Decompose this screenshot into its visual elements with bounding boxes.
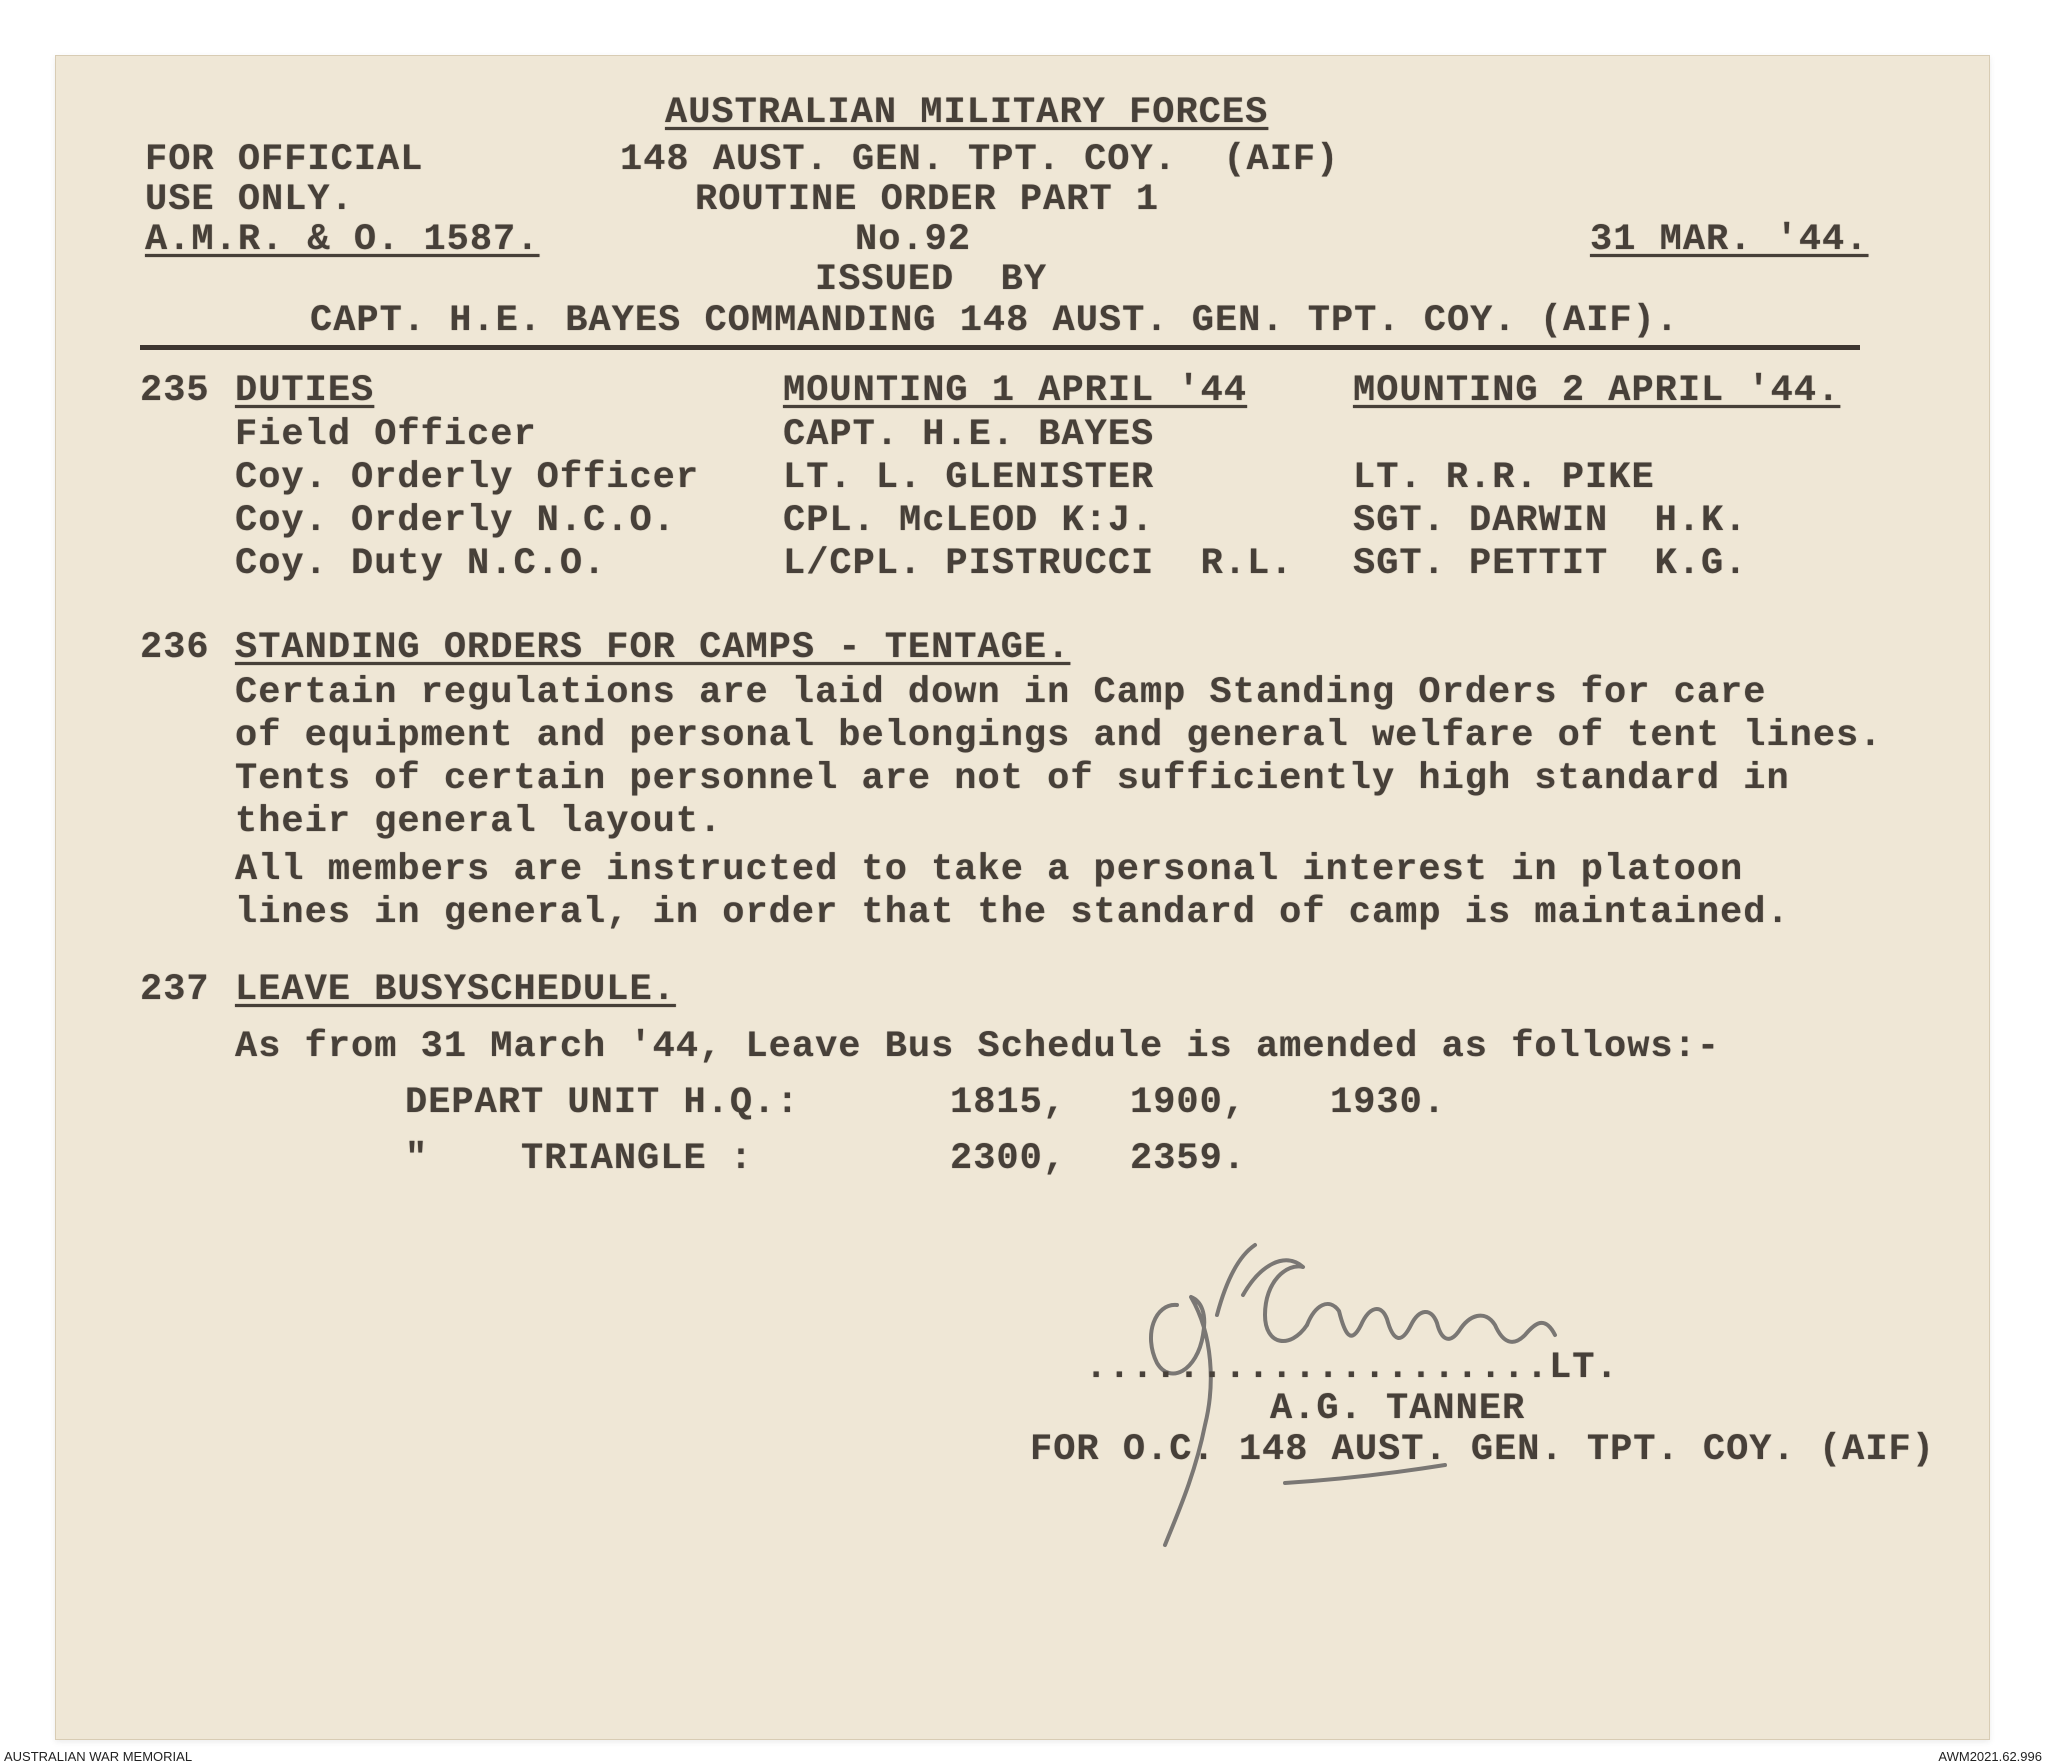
duty-mounting-2: SGT. PETTIT K.G. bbox=[1353, 543, 1748, 585]
schedule-time: 2359. bbox=[1130, 1138, 1247, 1180]
paragraph-line: of equipment and personal belongings and general welfare of tent lines. bbox=[235, 715, 1883, 757]
signatory-name: A.G. TANNER bbox=[1270, 1388, 1526, 1430]
section-237-heading: LEAVE BUSYSCHEDULE. bbox=[235, 969, 676, 1011]
signatory-for-line: FOR O.C. 148 AUST. GEN. TPT. COY. (AIF) bbox=[1030, 1429, 1935, 1471]
schedule-intro: As from 31 March '44, Leave Bus Schedule is amended as follows:- bbox=[235, 1026, 1721, 1068]
order-type: ROUTINE ORDER PART 1 bbox=[695, 179, 1160, 221]
section-235-heading: DUTIES bbox=[235, 370, 375, 412]
schedule-time: 1900, bbox=[1130, 1082, 1247, 1124]
paragraph-line: All members are instructed to take a personal interest in platoon bbox=[235, 849, 1744, 891]
org-title: AUSTRALIAN MILITARY FORCES bbox=[665, 92, 1269, 134]
header-rule bbox=[140, 345, 1860, 350]
duty-name: Coy. Orderly Officer bbox=[235, 457, 700, 499]
schedule-time: 2300, bbox=[950, 1138, 1067, 1180]
section-237-number: 237 bbox=[140, 969, 210, 1011]
section-236-heading: STANDING ORDERS FOR CAMPS - TENTAGE. bbox=[235, 627, 1071, 669]
archive-id: AWM2021.62.996 bbox=[1938, 1749, 2042, 1764]
mounting-1-heading: MOUNTING 1 APRIL '44 bbox=[783, 370, 1248, 412]
classification-line-1: FOR OFFICIAL bbox=[145, 139, 424, 181]
duty-name: Field Officer bbox=[235, 414, 537, 456]
schedule-label: " TRIANGLE : bbox=[405, 1138, 754, 1180]
duty-mounting-2: SGT. DARWIN H.K. bbox=[1353, 500, 1748, 542]
paragraph-line: lines in general, in order that the standard of camp is maintained. bbox=[235, 892, 1790, 934]
duty-mounting-1: CAPT. H.E. BAYES bbox=[783, 414, 1155, 456]
duty-mounting-1: CPL. McLEOD K:J. bbox=[783, 500, 1155, 542]
paragraph-line: Certain regulations are laid down in Camp Standing Orders for care bbox=[235, 672, 1767, 714]
duty-mounting-1: LT. L. GLENISTER bbox=[783, 457, 1155, 499]
duty-name: Coy. Duty N.C.O. bbox=[235, 543, 607, 585]
schedule-label: DEPART UNIT H.Q.: bbox=[405, 1082, 800, 1124]
section-236-number: 236 bbox=[140, 627, 210, 669]
unit-name: 148 AUST. GEN. TPT. COY. (AIF) bbox=[620, 139, 1340, 181]
schedule-time: 1930. bbox=[1330, 1082, 1447, 1124]
signature-dots-line: ....................LT. bbox=[1085, 1347, 1619, 1389]
order-date: 31 MAR. '44. bbox=[1590, 219, 1869, 261]
order-number: No.92 bbox=[855, 219, 972, 261]
reference: A.M.R. & O. 1587. bbox=[145, 219, 540, 261]
duty-mounting-1: L/CPL. PISTRUCCI R.L. bbox=[783, 543, 1294, 585]
issuer: CAPT. H.E. BAYES COMMANDING 148 AUST. GEN. TPT. COY. (AIF). bbox=[310, 300, 1680, 342]
schedule-time: 1815, bbox=[950, 1082, 1067, 1124]
document-sheet bbox=[55, 55, 1990, 1740]
duty-mounting-2: LT. R.R. PIKE bbox=[1353, 457, 1655, 499]
paragraph-line: their general layout. bbox=[235, 801, 723, 843]
section-235-number: 235 bbox=[140, 370, 210, 412]
duty-name: Coy. Orderly N.C.O. bbox=[235, 500, 676, 542]
mounting-2-heading: MOUNTING 2 APRIL '44. bbox=[1353, 370, 1841, 412]
classification-line-2: USE ONLY. bbox=[145, 179, 354, 221]
archive-credit: AUSTRALIAN WAR MEMORIAL bbox=[4, 1749, 193, 1764]
paragraph-line: Tents of certain personnel are not of sufficiently high standard in bbox=[235, 758, 1790, 800]
issued-by-label: ISSUED BY bbox=[815, 259, 1048, 301]
